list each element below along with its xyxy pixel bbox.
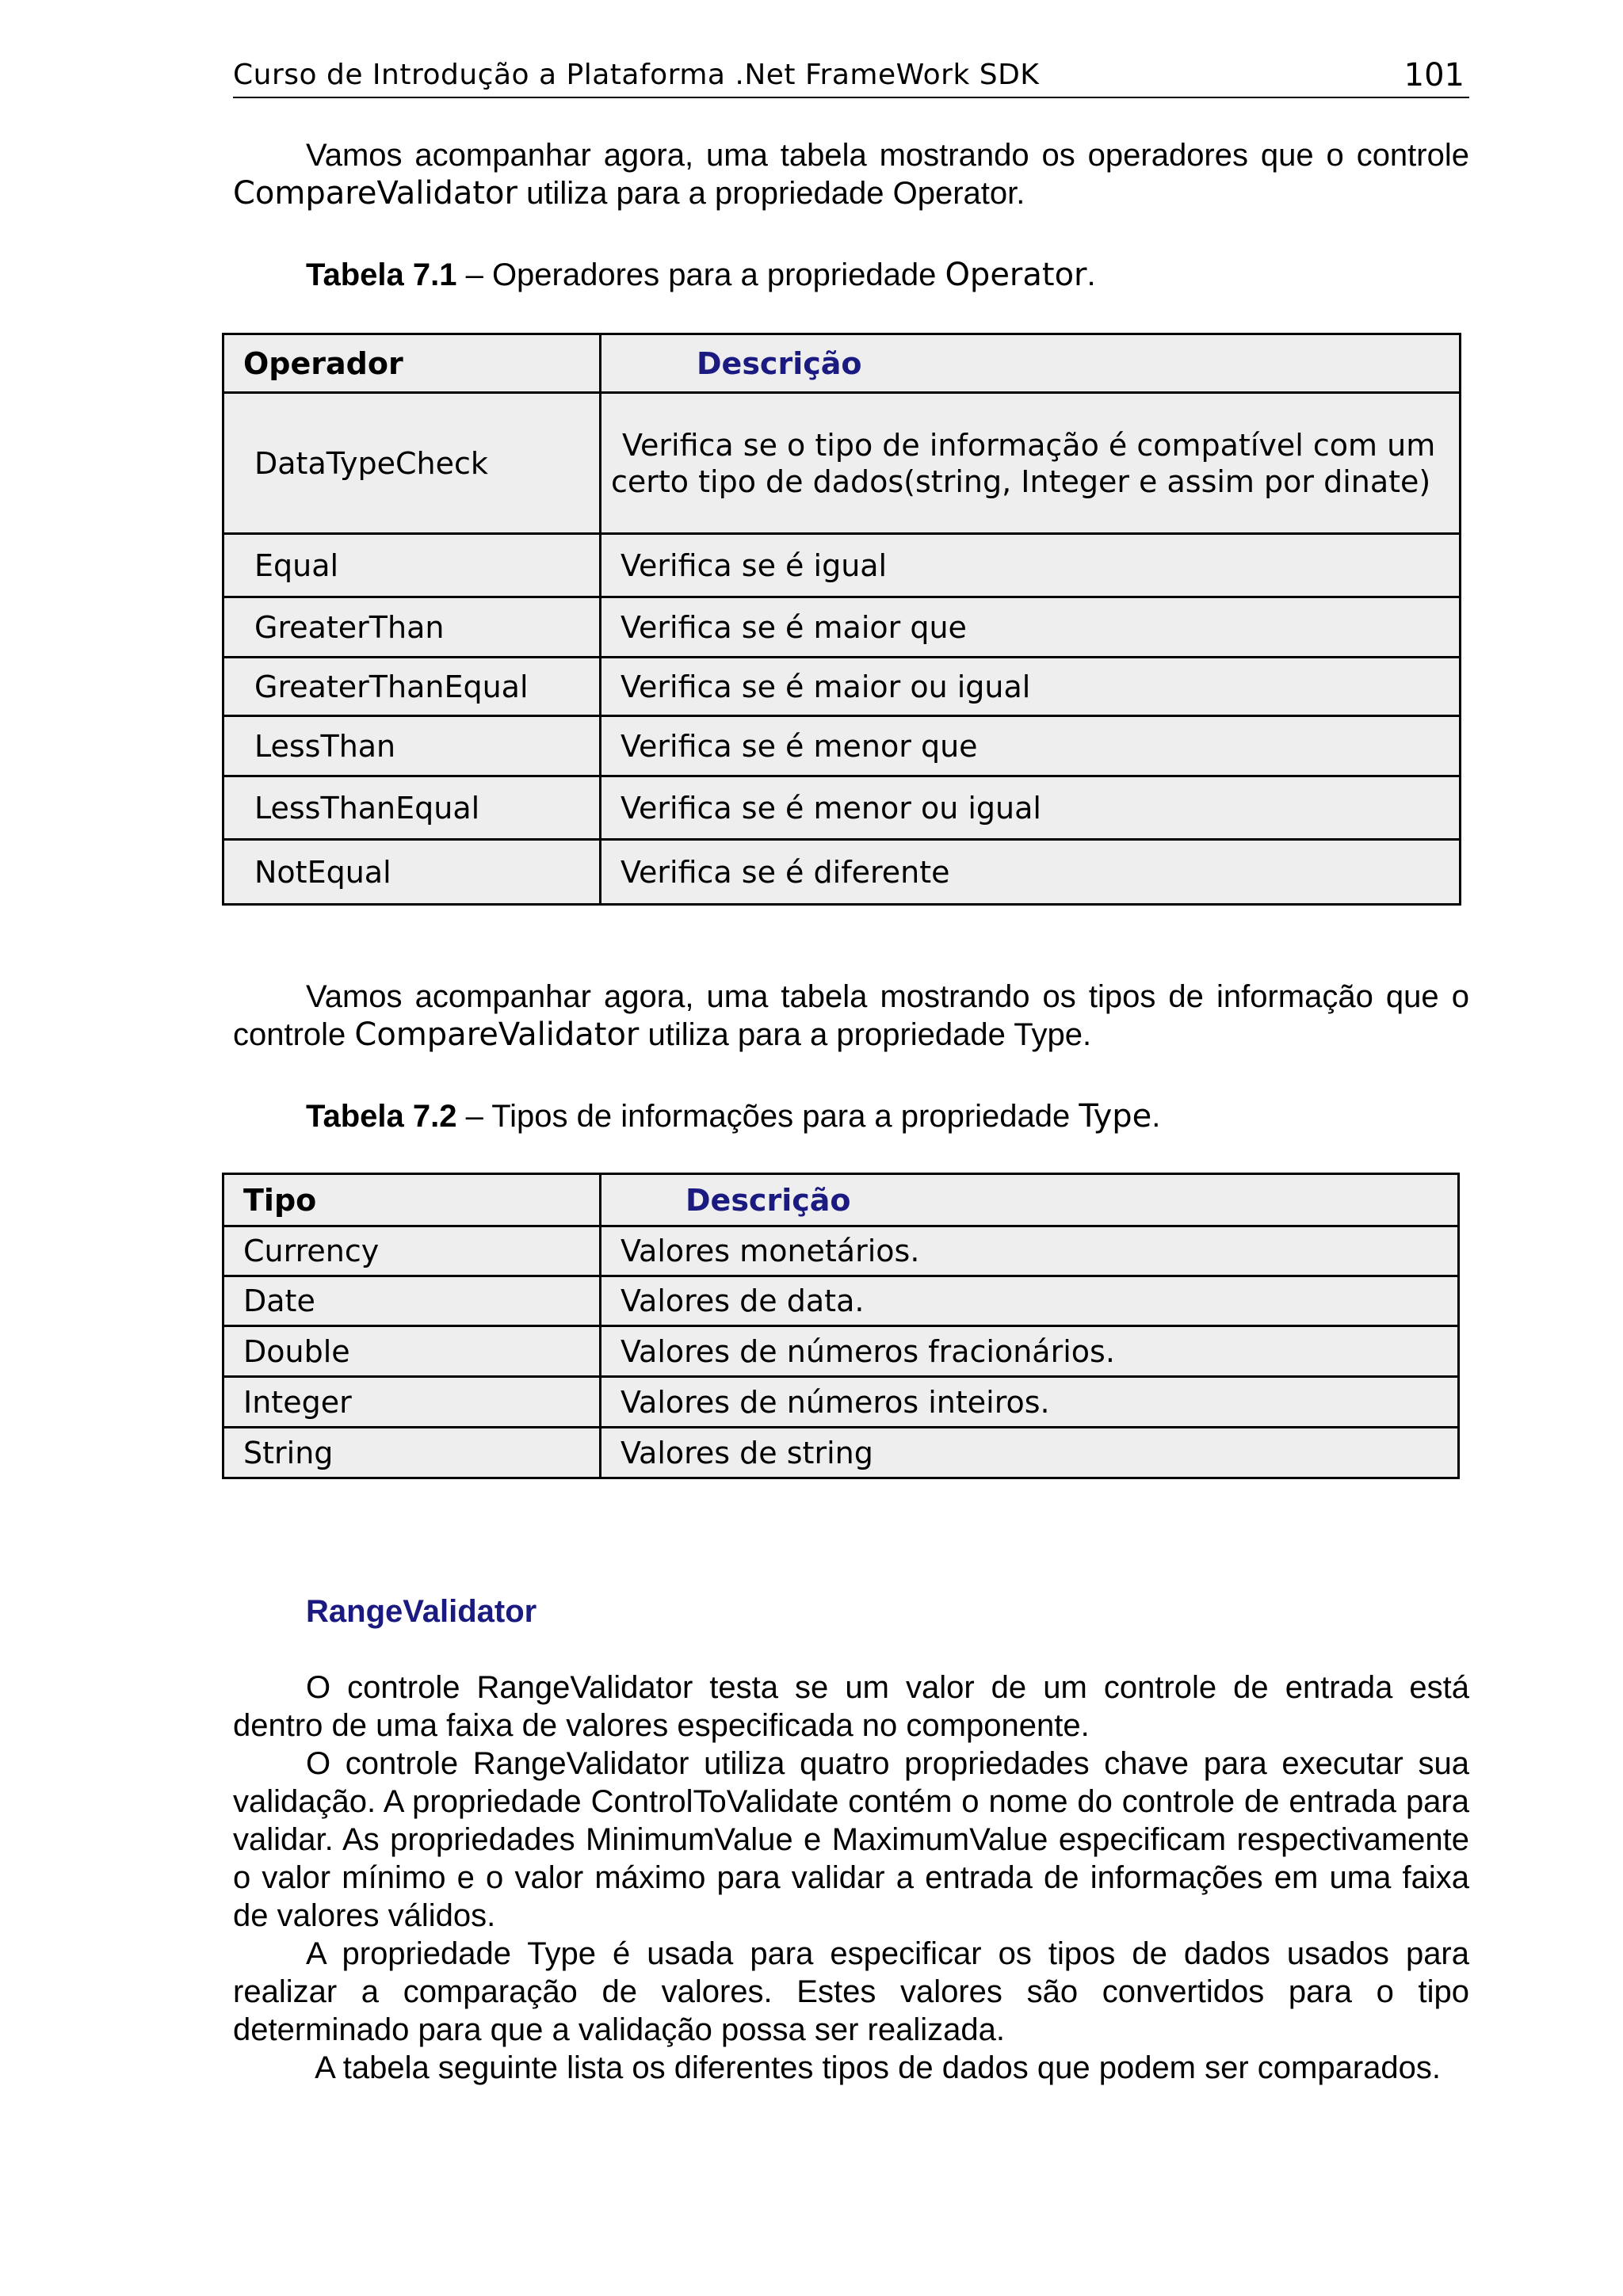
- table-header-row: [223, 1174, 1459, 1226]
- intro2-text-a: Vamos acompanhar agora, uma tabela mostrando os tipos de informação que o controle: [233, 979, 1469, 1052]
- table-row: [223, 1428, 1459, 1478]
- table-row: [223, 1377, 1459, 1428]
- table-row: [223, 716, 1461, 776]
- table-row: [223, 1326, 1459, 1377]
- section-paragraph-3: A propriedade Type é usada para especificar os tipos de dados usados para realizar a comparação de valores. Estes valores são convertidos para o tipo determinado para que a validação possa ser realizada.: [233, 1936, 1469, 2047]
- description-text: Verifica se o tipo de informação é compatível com um certo tipo de dados(string, Integer e assim por dinate): [611, 427, 1436, 499]
- type-cell: Date: [223, 1276, 601, 1326]
- header-tipo: Tipo: [223, 1174, 601, 1226]
- operators-table: [222, 333, 1461, 906]
- intro2-code: CompareValidator: [354, 1016, 640, 1053]
- description-cell: Valores de string: [601, 1428, 1459, 1478]
- type-cell: String: [223, 1428, 601, 1478]
- description-cell: Verifica se é menor ou igual: [601, 776, 1461, 840]
- table1-caption-label: Tabela 7.1: [306, 257, 457, 292]
- table1-caption: [306, 257, 1096, 293]
- section-body: [233, 1669, 1469, 2087]
- table1-caption-code: Operator: [945, 257, 1087, 293]
- table-row: [223, 393, 1461, 534]
- description-cell: Verifica se é diferente: [601, 840, 1461, 905]
- intro1-code: CompareValidator: [233, 175, 517, 212]
- intro1-text-a: Vamos acompanhar agora, uma tabela mostrando os operadores que o controle: [306, 138, 1469, 173]
- table-row: [223, 1276, 1459, 1326]
- description-cell: Valores monetários.: [601, 1226, 1459, 1276]
- type-cell: Integer: [223, 1377, 601, 1428]
- table1-caption-end: .: [1086, 257, 1096, 292]
- intro2-text-b: utiliza para a propriedade Type.: [639, 1017, 1092, 1052]
- table2-caption-end: .: [1151, 1099, 1161, 1134]
- table1-caption-text: – Operadores para a propriedade: [456, 257, 945, 292]
- header-operador: Operador: [223, 334, 601, 393]
- header-descricao: Descrição: [601, 334, 1461, 393]
- description-cell: Verifica se é maior que: [601, 597, 1461, 658]
- table2-caption-label: Tabela 7.2: [306, 1099, 457, 1134]
- section-title: RangeValidator: [306, 1594, 537, 1629]
- operator-cell: NotEqual: [223, 840, 601, 905]
- table2-caption-code: Type: [1079, 1098, 1152, 1135]
- section-paragraph-4: A tabela seguinte lista os diferentes tipos de dados que podem ser comparados.: [306, 2050, 1442, 2085]
- intro-paragraph-1: [233, 136, 1469, 212]
- table-row: [223, 776, 1461, 840]
- table2-caption-text: – Tipos de informações para a propriedade: [456, 1099, 1079, 1134]
- intro1-text-b: utiliza para a propriedade Operator.: [517, 176, 1025, 211]
- description-cell: Verifica se é menor que: [601, 716, 1461, 776]
- operator-cell: LessThanEqual: [223, 776, 601, 840]
- table2-caption: [306, 1098, 1160, 1135]
- description-cell: Verifica se é maior ou igual: [601, 658, 1461, 716]
- operator-cell: GreaterThan: [223, 597, 601, 658]
- header-descricao: Descrição: [601, 1174, 1459, 1226]
- description-cell: Valores de números fracionários.: [601, 1326, 1459, 1377]
- header-title: Curso de Introdução a Plataforma .Net FrameWork SDK: [233, 59, 1040, 91]
- operator-cell: Equal: [223, 534, 601, 597]
- operator-cell: GreaterThanEqual: [223, 658, 601, 716]
- page-header: [233, 55, 1469, 98]
- type-cell: Currency: [223, 1226, 601, 1276]
- table-row: [223, 840, 1461, 905]
- description-cell: Verifica se é igual: [601, 534, 1461, 597]
- intro-paragraph-2: [233, 978, 1469, 1054]
- description-cell: Valores de números inteiros.: [601, 1377, 1459, 1428]
- table-row: [223, 1226, 1459, 1276]
- table-header-row: [223, 334, 1461, 393]
- description-cell: Valores de data.: [601, 1276, 1459, 1326]
- type-cell: Double: [223, 1326, 601, 1377]
- table-row: [223, 534, 1461, 597]
- table-row: [223, 597, 1461, 658]
- operator-cell: DataTypeCheck: [223, 393, 601, 534]
- types-table: [222, 1173, 1460, 1479]
- page-number: 101: [1403, 57, 1465, 93]
- description-cell: [601, 393, 1461, 534]
- section-paragraph-2: O controle RangeValidator utiliza quatro propriedades chave para executar sua validação. A propriedade ControlToValidate contém o nome do controle de entrada para validar. As propriedades MinimumValue e MaximumValue especificam respectivamente o valor mínimo e o valor máximo para validar a entrada de informações em uma faixa de valores válidos.: [233, 1746, 1469, 1933]
- table-row: [223, 658, 1461, 716]
- operator-cell: LessThan: [223, 716, 601, 776]
- section-paragraph-1: O controle RangeValidator testa se um valor de um controle de entrada está dentro de uma faixa de valores especificada no componente.: [233, 1670, 1469, 1743]
